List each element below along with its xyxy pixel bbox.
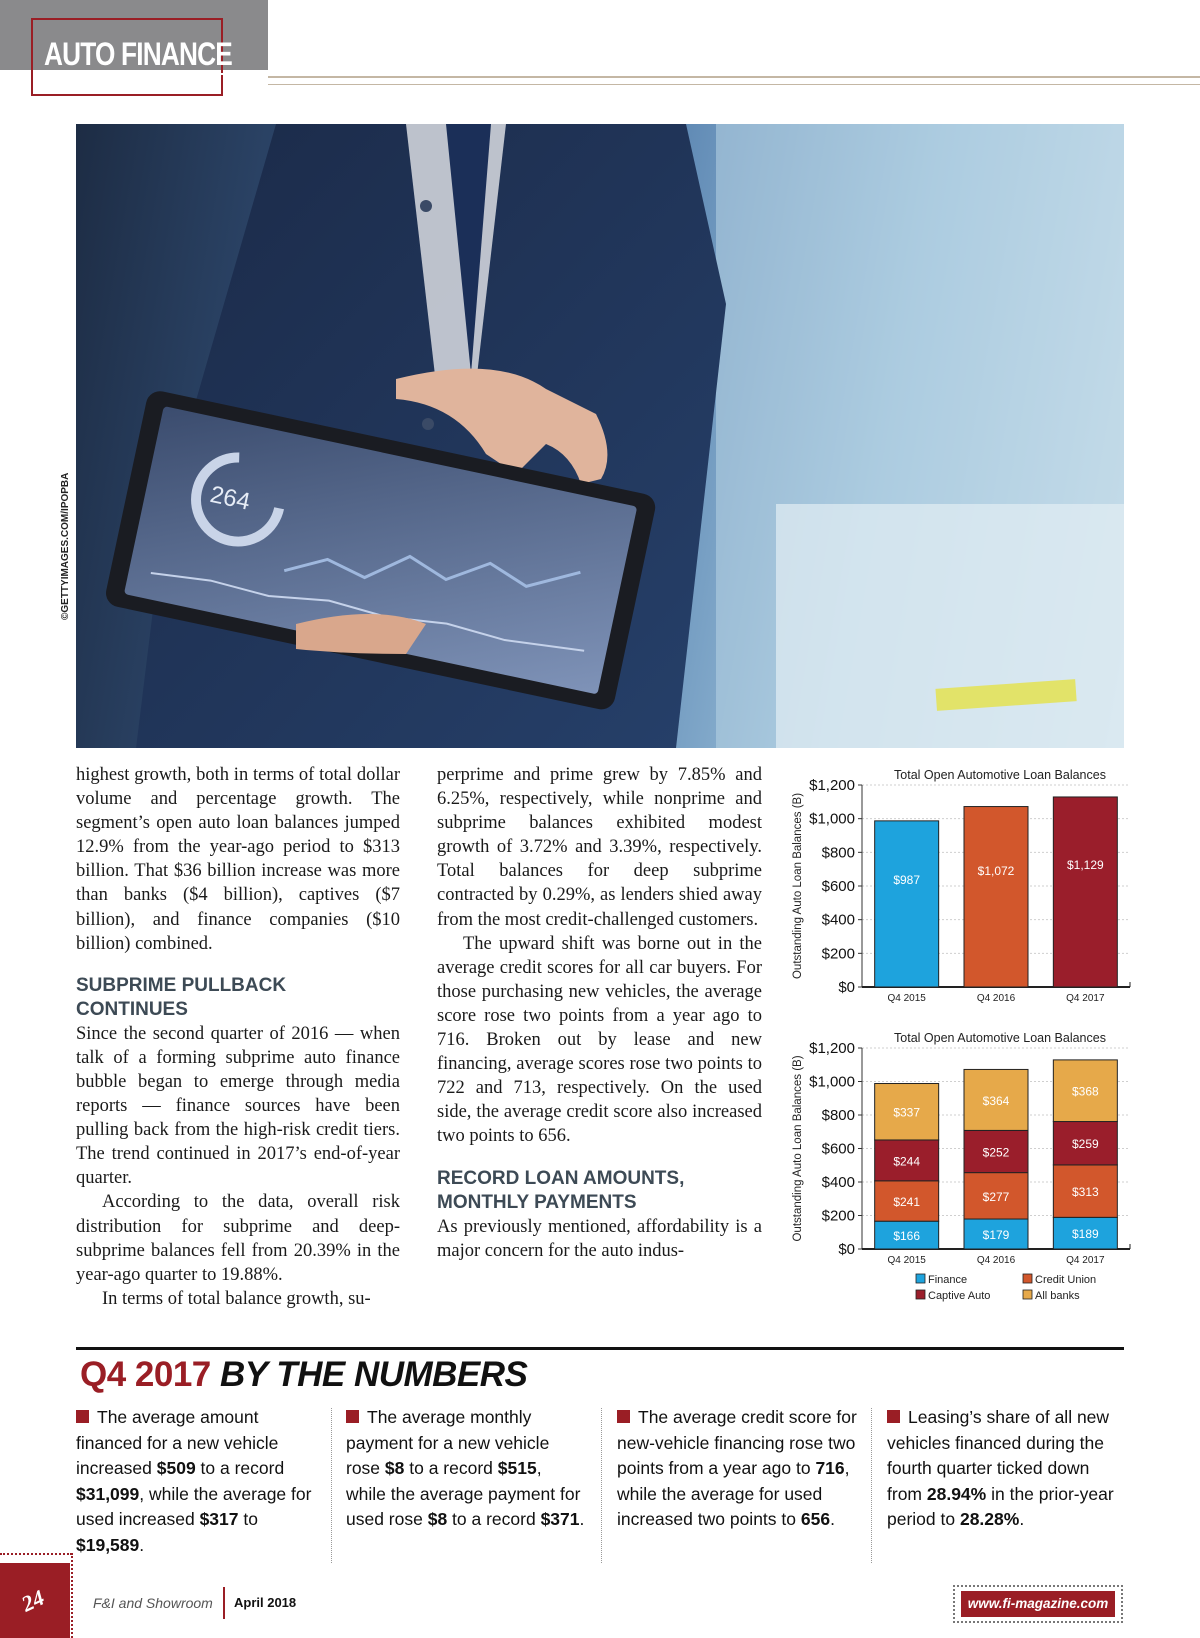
stat-text: to: [238, 1509, 258, 1529]
legend-label: Captive Auto: [928, 1290, 991, 1302]
stat-value: $371: [540, 1509, 580, 1529]
bullet-square-icon: [76, 1410, 89, 1423]
tablet-number: 264: [207, 480, 253, 516]
paragraph: As previously mentioned, affordability is a major concern for the auto indus-: [437, 1216, 762, 1261]
stat-leasing-share: [887, 1405, 1127, 1533]
legend-label: Finance: [928, 1274, 968, 1286]
stat-monthly-payment: [346, 1405, 586, 1533]
subheading: RECORD LOAN AMOUNTS, MONTHLY PAYMENTS: [437, 1167, 685, 1213]
footer-separator: [223, 1587, 225, 1619]
stat-text: , while the average for used increased: [76, 1483, 312, 1529]
stat-text: .: [579, 1509, 585, 1529]
stat-text: in the prior-year period to: [887, 1483, 1114, 1529]
legend-swatch: [916, 1274, 925, 1283]
y-tick-label: $0: [838, 979, 855, 996]
y-tick-label: $600: [821, 878, 855, 895]
legend-swatch: [1023, 1274, 1032, 1283]
stat-text: to a record: [447, 1509, 541, 1529]
y-axis-label: Outstanding Auto Loan Balances (B): [792, 792, 804, 980]
stat-value: 716: [815, 1458, 845, 1478]
x-tick-label: Q4 2015: [887, 993, 926, 1004]
y-tick-label: $1,200: [809, 1040, 855, 1057]
y-tick-label: $400: [821, 911, 855, 929]
magazine-name: F&I and Showroom: [93, 1595, 213, 1611]
data-label: $364: [982, 1093, 1010, 1108]
photo-credit: ©GETTYIMAGES.COM/IPOPBA: [60, 472, 71, 620]
photo-illustration: [76, 124, 1124, 748]
stat-divider: [871, 1408, 872, 1563]
paragraph: According to the data, overall risk distribution for subprime and deep-subprime balances fell from 20.39% in the year-ago quarter to 19.88%.: [76, 1192, 400, 1285]
data-label: $179: [982, 1228, 1010, 1243]
stat-text: The average amount financed for a new vehicle increased: [76, 1407, 279, 1478]
data-label: $987: [893, 872, 921, 887]
data-label: $368: [1071, 1084, 1099, 1099]
x-tick-label: Q4 2017: [1066, 993, 1105, 1004]
stat-text: .: [1019, 1509, 1025, 1529]
x-tick-label: Q4 2017: [1066, 1255, 1105, 1266]
y-tick-label: $800: [821, 844, 855, 862]
chart-title: Total Open Automotive Loan Balances: [894, 768, 1106, 782]
bar: [1053, 797, 1117, 987]
section-title: AUTO FINANCE: [44, 36, 232, 72]
data-label: $244: [893, 1154, 921, 1169]
legend-swatch: [1023, 1290, 1032, 1299]
bar: [875, 821, 939, 987]
data-label: $337: [893, 1105, 921, 1120]
stat-value: $8: [427, 1509, 448, 1529]
data-label: $1,072: [977, 864, 1015, 879]
x-tick-label: Q4 2015: [887, 1255, 926, 1266]
paragraph: Since the second quarter of 2016 — when talk of a forming subprime auto finance bubble began to emerge through media reports — finance sources have been pulling back from the high-risk credit tiers. The trend continued in 2017’s end-of-year quarter.: [76, 1023, 400, 1189]
data-label: $241: [893, 1195, 921, 1210]
legend-label: Credit Union: [1035, 1274, 1097, 1286]
x-tick-label: Q4 2016: [976, 1255, 1016, 1266]
chart-title: Total Open Automotive Loan Balances: [894, 1031, 1106, 1045]
data-label: $259: [1071, 1137, 1099, 1152]
paragraph: perprime and prime grew by 7.85% and 6.25%, respectively, while nonprime and subprime balances exhibited modest growth of 3.72% and 3.39%, respectively. Total balances for deep subprime contracted by 0.29%, as lenders shied away from the most credit-challenged customers.: [437, 765, 762, 930]
numbers-title: [80, 1355, 527, 1395]
data-label: $166: [893, 1229, 921, 1244]
header-rule-thin: [268, 84, 1200, 85]
stat-value: $31,099: [76, 1483, 140, 1504]
numbers-title-quarter: Q4 2017: [80, 1355, 211, 1394]
bullet-square-icon: [617, 1410, 630, 1423]
page-tab-dots: [0, 1553, 72, 1555]
stat-text: Leasing’s share of all new vehicles financed during the fourth quarter ticked down from: [887, 1407, 1110, 1504]
y-tick-label: $200: [821, 1207, 855, 1225]
subheading: SUBPRIME PULLBACK CONTINUES: [76, 974, 287, 1020]
hero-photo: [76, 124, 1124, 748]
y-tick-label: $0: [838, 1241, 855, 1258]
stat-value: 28.28%: [959, 1509, 1020, 1529]
chart-total-balances-svg: [790, 762, 1135, 1012]
stat-divider: [331, 1408, 332, 1563]
data-label: $313: [1071, 1185, 1099, 1200]
y-axis-label: Outstanding Auto Loan Balances (B): [792, 1055, 804, 1242]
article-column-2: [437, 763, 762, 1263]
bullet-square-icon: [346, 1410, 359, 1423]
y-tick-label: $400: [821, 1174, 855, 1191]
y-tick-label: $1,000: [809, 1073, 855, 1091]
stat-value: 656: [800, 1509, 831, 1529]
stat-text: to a record: [195, 1458, 285, 1478]
stat-loan-amount: [76, 1405, 316, 1558]
page-number: 24: [17, 1584, 49, 1617]
chart-balances-by-lender: [790, 1023, 1135, 1313]
chart-balances-by-lender-svg: [790, 1023, 1135, 1313]
stat-text: .: [830, 1509, 835, 1529]
y-tick-label: $800: [821, 1107, 855, 1124]
page-tab-dots: [71, 1553, 73, 1638]
numbers-rule: [76, 1347, 1124, 1350]
bar: [964, 807, 1028, 987]
data-label: $277: [982, 1189, 1010, 1204]
x-tick-label: Q4 2016: [976, 993, 1016, 1004]
header-rule: [268, 76, 1200, 78]
stat-value: $8: [384, 1458, 405, 1478]
stat-text: The average monthly payment for a new vehicle rose: [346, 1407, 550, 1478]
y-tick-label: $1,000: [809, 810, 855, 828]
chart-total-balances: [790, 762, 1135, 1012]
y-tick-label: $200: [821, 945, 855, 963]
stat-value: $317: [199, 1509, 239, 1529]
data-label: $1,129: [1066, 858, 1104, 873]
stat-value: $515: [497, 1458, 537, 1478]
paragraph: In terms of total balance growth, su-: [102, 1288, 371, 1309]
website-link[interactable]: www.fi-magazine.com: [961, 1591, 1115, 1617]
data-label: $189: [1071, 1227, 1099, 1242]
paragraph: highest growth, both in terms of total dollar volume and percentage growth. The segment’s open auto loan balances jumped 12.9% from the year-ago period to $313 billion. That $36 billion increase was more than banks ($4 billion), captives ($7 billion), and finance companies ($10 billion) combined.: [76, 765, 400, 954]
stat-text: , while the average for used increased two points to: [617, 1458, 850, 1529]
legend-label: All banks: [1035, 1290, 1080, 1302]
stat-value: 28.94%: [926, 1483, 987, 1504]
y-tick-label: $1,200: [809, 777, 855, 794]
bullet-square-icon: [887, 1410, 900, 1423]
paragraph: The upward shift was borne out in the average credit scores for all car buyers. For those purchasing new vehicles, the average score rose two points from a year ago to 716. Broken out by lease and new financing, average scores rose two points to 722 and 713, respectively. On the used side, the average credit score also increased two points to 656.: [437, 933, 762, 1147]
stat-value: $509: [156, 1458, 196, 1478]
legend-swatch: [916, 1290, 925, 1299]
stat-divider: [601, 1408, 602, 1563]
stat-text: .: [139, 1534, 145, 1555]
y-tick-label: $600: [821, 1140, 855, 1158]
data-label: $252: [982, 1145, 1010, 1160]
issue-date: April 2018: [234, 1595, 297, 1610]
stat-value: $19,589: [76, 1534, 140, 1555]
stat-credit-score: [617, 1405, 857, 1533]
article-column-1: [76, 763, 400, 1311]
numbers-title-text: BY THE NUMBERS: [220, 1355, 528, 1394]
stat-text: The average credit score for new-vehicle financing rose two points from a year ago to: [617, 1407, 857, 1478]
stat-text: to a record: [404, 1458, 498, 1478]
stat-text: , while the average payment for used rose: [346, 1458, 581, 1529]
